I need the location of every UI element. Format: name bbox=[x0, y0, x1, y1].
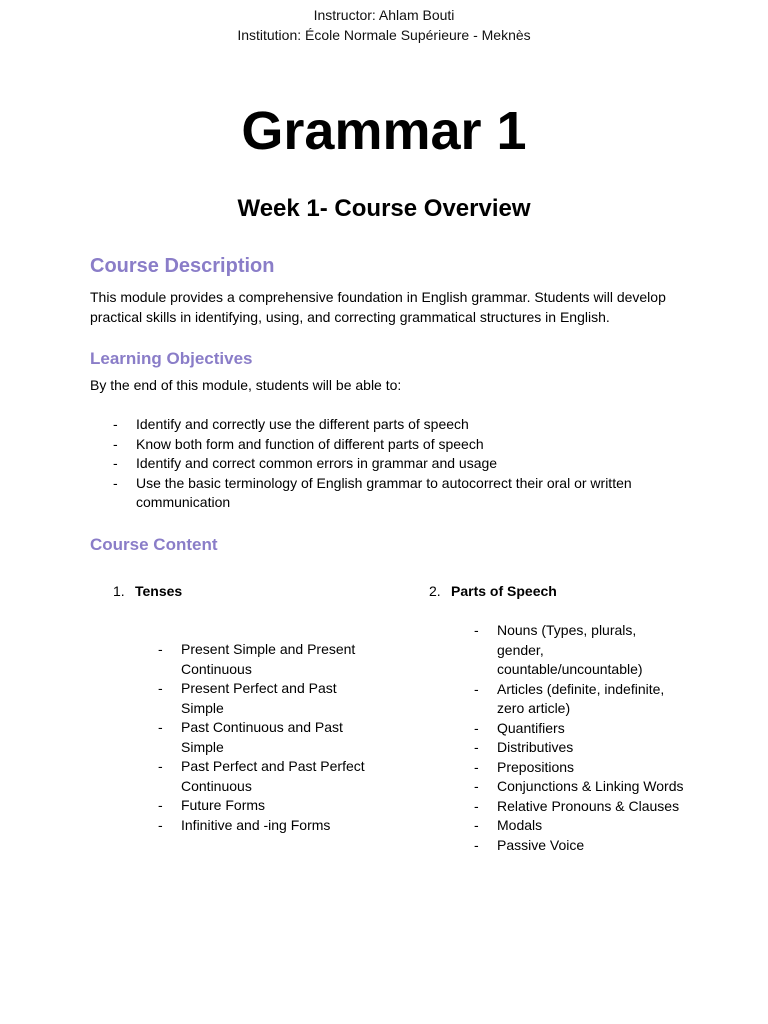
list-item: - Modals bbox=[474, 816, 684, 836]
tenses-list bbox=[158, 640, 368, 835]
list-item: - Prepositions bbox=[474, 758, 684, 778]
course-description-text: This module provides a comprehensive foundation in English grammar. Students will develop practical skills in identifying, using, and correcting grammatical structures in English. bbox=[90, 289, 666, 325]
section-number: 2. bbox=[429, 583, 441, 599]
list-item: - Future Forms bbox=[158, 796, 368, 816]
document-subtitle: Week 1- Course Overview bbox=[237, 195, 531, 222]
list-item: - Distributives bbox=[474, 738, 684, 758]
instructor-line: Instructor: Ahlam Bouti bbox=[313, 7, 455, 23]
list-item: - Passive Voice bbox=[474, 836, 684, 856]
course-content-heading: Course Content bbox=[90, 535, 218, 554]
list-item: - Conjunctions & Linking Words bbox=[474, 777, 684, 797]
list-item: - Articles (definite, indefinite, zero article) bbox=[474, 680, 684, 719]
list-item: - Relative Pronouns & Clauses bbox=[474, 797, 684, 817]
section-title: Tenses bbox=[135, 583, 183, 599]
objectives-list bbox=[113, 415, 643, 513]
list-item: - Know both form and function of different parts of speech bbox=[113, 435, 643, 455]
section-title: Parts of Speech bbox=[451, 583, 557, 599]
list-item: - Present Simple and Present Continuous bbox=[158, 640, 368, 679]
institution-line: Institution: École Normale Supérieure - Meknès bbox=[237, 27, 531, 43]
list-item: - Identify and correctly use the different parts of speech bbox=[113, 415, 643, 435]
document-title: Grammar 1 bbox=[241, 101, 527, 161]
list-item: - Past Continuous and Past Simple bbox=[158, 718, 368, 757]
list-item: - Present Perfect and Past Simple bbox=[158, 679, 368, 718]
list-item: - Use the basic terminology of English grammar to autocorrect their oral or written communication bbox=[113, 474, 643, 513]
learning-objectives-heading: Learning Objectives bbox=[90, 349, 253, 368]
parts-of-speech-list bbox=[474, 621, 684, 855]
list-item: - Past Perfect and Past Perfect Continuous bbox=[158, 757, 368, 796]
section-number: 1. bbox=[113, 583, 125, 599]
content-section-tenses bbox=[113, 582, 182, 602]
content-section-parts-of-speech bbox=[429, 582, 557, 602]
list-item: - Identify and correct common errors in grammar and usage bbox=[113, 454, 643, 474]
list-item: - Quantifiers bbox=[474, 719, 684, 739]
list-item: - Infinitive and -ing Forms bbox=[158, 816, 368, 836]
learning-objectives-intro: By the end of this module, students will be able to: bbox=[90, 377, 402, 393]
list-item: - Nouns (Types, plurals, gender, countable/uncountable) bbox=[474, 621, 684, 680]
course-description-heading: Course Description bbox=[90, 255, 275, 277]
